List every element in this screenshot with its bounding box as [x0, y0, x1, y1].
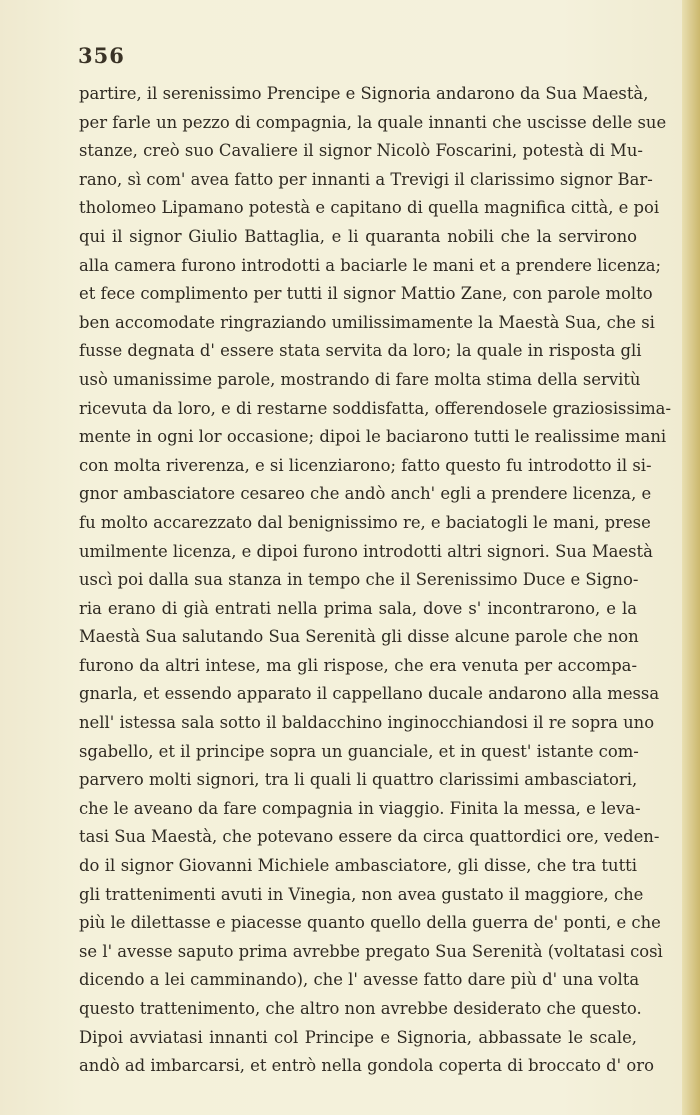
text-line: gli trattenimenti avuti in Vinegia, non avea gustato il maggiore, che — [79, 884, 644, 904]
text-line: ria erano di già entrati nella prima sala, dove s' incontrarono, e la — [79, 598, 637, 618]
text-line: do il signor Giovanni Michiele ambasciatore, gli disse, che tra tutti — [79, 856, 637, 876]
text-line: andò ad imbarcarsi, et entrò nella gondola coperta di broccato d' oro — [79, 1056, 654, 1076]
text-line: usò umanissime parole, mostrando di fare molta stima della servitù — [79, 369, 641, 389]
text-line: umilmente licenza, e dipoi furono introdotti altri signori. Sua Maestà — [79, 541, 653, 561]
text-line: rano, sì com' avea fatto per innanti a Trevigi il clarissimo signor Bar- — [79, 169, 653, 189]
text-line: dicendo a lei camminando), che l' avesse fatto dare più d' una volta — [79, 970, 640, 990]
text-line: sgabello, et il principe sopra un guanciale, et in quest' istante com- — [79, 741, 639, 761]
text-line: tasi Sua Maestà, che potevano essere da circa quattordici ore, veden- — [79, 827, 660, 847]
text-line: questo trattenimento, che altro non avrebbe desiderato che questo. — [79, 999, 642, 1018]
text-line: per farle un pezzo di compagnia, la quale innanti che uscisse delle sue — [79, 112, 667, 132]
text-line: Maestà Sua salutando Sua Serenità gli disse alcune parole che non — [79, 627, 639, 647]
text-line: nell' istessa sala sotto il baldacchino inginocchiandosi il re sopra uno — [79, 713, 655, 733]
text-line: stanze, creò suo Cavaliere il signor Nicolò Foscarini, potestà di Mu- — [79, 141, 643, 161]
text-line: ricevuta da loro, e di restarne soddisfatta, offerendosele graziosissima- — [79, 398, 671, 418]
text-line: tholomeo Lipamano potestà e capitano di quella magnifica città, e poi — [79, 198, 660, 218]
text-line: mente in ogni lor occasione; dipoi le baciarono tutti le realissime mani — [79, 427, 667, 447]
text-line: partire, il serenissimo Prencipe e Signoria andarono da Sua Maestà, — [79, 84, 649, 103]
text-line: fusse degnata d' essere stata servita da loro; la quale in risposta gli — [79, 341, 642, 361]
text-line: fu molto accarezzato dal benignissimo re, e baciatogli le mani, prese — [79, 512, 651, 532]
text-line: con molta riverenza, e si licenziarono; fatto questo fu introdotto il si- — [79, 455, 652, 475]
text-line: parvero molti signori, tra li quali li quattro clarissimi ambasciatori, — [79, 770, 638, 790]
text-line: gnarla, et essendo apparato il cappellano ducale andarono alla messa — [79, 684, 660, 704]
body-text — [79, 80, 671, 1081]
text-line: qui il signor Giulio Battaglia, e li quaranta nobili che la servirono — [79, 226, 637, 246]
text-line: furono da altri intese, ma gli rispose, che era venuta per accompa- — [79, 655, 637, 675]
text-line: uscì poi dalla sua stanza in tempo che il Serenissimo Duce e Signo- — [79, 570, 639, 590]
text-line: ben accomodate ringraziando umilissimamente la Maestà Sua, che si — [79, 312, 655, 332]
text-line: se l' avesse saputo prima avrebbe pregato Sua Serenità (voltatasi così — [79, 941, 663, 961]
page-number: 356 — [78, 43, 125, 68]
text-line: Dipoi avviatasi innanti col Principe e Signoria, abbassate le scale, — [79, 1027, 637, 1047]
text-line: et fece complimento per tutti il signor Mattio Zane, con parole molto — [79, 284, 653, 304]
text-line: gnor ambasciatore cesareo che andò anch' egli a prendere licenza, e — [79, 484, 652, 504]
text-line: alla camera furono introdotti a baciarle le mani et a prendere licenza; — [79, 255, 662, 275]
text-line: più le dilettasse e piacesse quanto quello della guerra de' ponti, e che — [79, 913, 661, 933]
text-line: che le aveano da fare compagnia in viaggio. Finita la messa, e leva- — [79, 798, 641, 818]
page-edge — [682, 0, 700, 1115]
